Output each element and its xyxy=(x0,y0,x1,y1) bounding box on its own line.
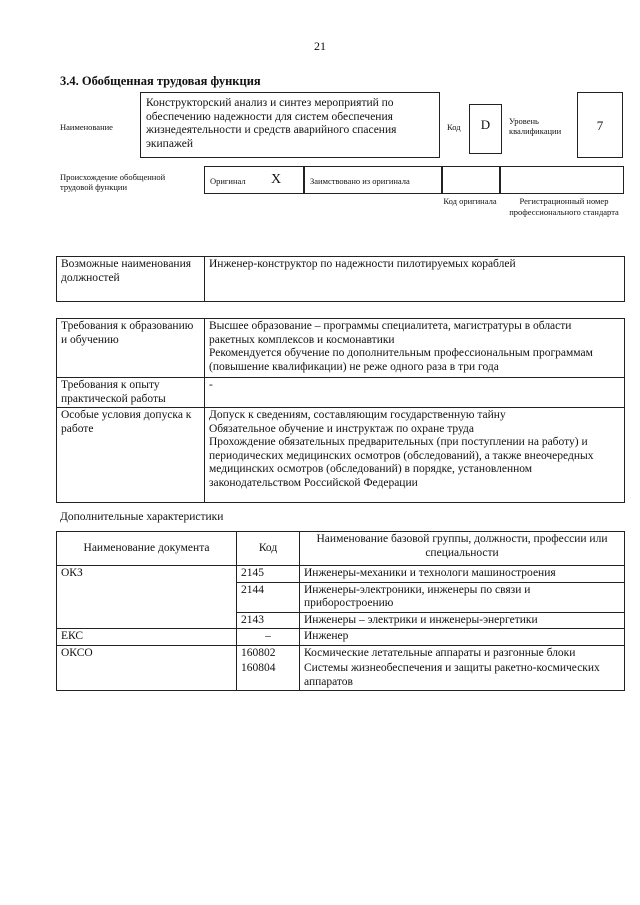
positions-table xyxy=(56,256,625,302)
row-doc: ОКЗ xyxy=(57,566,237,583)
row-name: Системы жизнеобеспечения и защиты ракетно-космических аппаратов xyxy=(300,661,625,691)
table-row xyxy=(57,645,625,661)
function-name-value: Конструкторский анализ и синтез мероприятий по обеспечению надежности для систем обеспечения жизнедеятельности и средств аварийного спасения экипажей xyxy=(146,97,397,150)
original-mark: X xyxy=(271,172,282,187)
special-line-2: Обязательное обучение и инструктаж по охране труда xyxy=(209,422,474,435)
education-line-1: Высшее образование – программы специалитета, магистратуры в области ракетных комплексов и космонавтики xyxy=(209,320,572,346)
row-doc xyxy=(57,582,237,612)
education-line-2: Рекомендуется обучение по дополнительным профессиональным программам (повышение квалификации) не реже одного раза в три года xyxy=(209,347,593,373)
section-heading: 3.4. Обобщенная трудовая функция xyxy=(60,74,261,88)
original-label: Оригинал xyxy=(210,176,246,186)
header-name: Наименование базовой группы, должности, профессии или специальности xyxy=(300,532,625,566)
code-box xyxy=(469,104,502,154)
row-name: Инженеры – электрики и инженеры-энергетики xyxy=(300,612,625,629)
row-code: 2144 xyxy=(237,582,300,612)
education-label: Требования к образованию и обучению xyxy=(57,319,205,378)
table-row xyxy=(57,582,625,612)
level-label: Уровень квалификации xyxy=(509,116,562,136)
row-code: 2143 xyxy=(237,612,300,629)
row-code: 2145 xyxy=(237,566,300,583)
special-line-1: Допуск к сведениям, составляющим государственную тайну xyxy=(209,409,506,421)
level-box xyxy=(577,92,623,158)
row-name: Инженеры-электроники, инженеры по связи и приборостроению xyxy=(300,582,625,612)
table-row xyxy=(57,661,625,691)
table-row xyxy=(57,629,625,646)
row-doc xyxy=(57,612,237,629)
borrowed-cell xyxy=(304,166,442,194)
special-conditions-value xyxy=(205,408,625,503)
experience-label: Требования к опыту практической работы xyxy=(57,378,205,408)
row-name: Космические летательные аппараты и разгонные блоки xyxy=(300,645,625,661)
table-row xyxy=(57,612,625,629)
special-conditions-label: Особые условия допуска к работе xyxy=(57,408,205,503)
row-doc xyxy=(57,661,237,691)
additional-table xyxy=(56,531,625,691)
original-cell xyxy=(204,166,304,194)
education-value xyxy=(205,319,625,378)
borrowed-label: Заимствовано из оригинала xyxy=(310,176,410,186)
row-code: 160804 xyxy=(237,661,300,691)
experience-value: - xyxy=(205,378,625,408)
additional-title: Дополнительные характеристики xyxy=(60,511,224,523)
positions-value: Инженер-конструктор по надежности пилотируемых кораблей xyxy=(205,257,625,302)
level-value: 7 xyxy=(596,118,604,133)
function-name-box xyxy=(140,92,440,158)
code-label: Код xyxy=(447,122,461,132)
row-code: – xyxy=(237,629,300,646)
row-doc: ЕКС xyxy=(57,629,237,646)
row-doc: ОКСО xyxy=(57,645,237,661)
code-value: D xyxy=(480,117,491,132)
original-code-caption: Код оригинала xyxy=(443,196,497,206)
original-code-cell xyxy=(442,166,500,194)
positions-label: Возможные наименования должностей xyxy=(57,257,205,302)
reg-number-cell xyxy=(500,166,624,194)
special-line-3: Прохождение обязательных предварительных (при поступлении на работу) и периодических медицинских осмотров (обследований), а также внеочередных медицинских осмотров (обследований) в порядке, установленном законодательством Российской Федерации xyxy=(209,436,594,489)
row-code: 160802 xyxy=(237,645,300,661)
header-code: Код xyxy=(237,532,300,566)
row-name: Инженеры-механики и технологи машиностроения xyxy=(300,566,625,583)
header-document: Наименование документа xyxy=(57,532,237,566)
table-row xyxy=(57,566,625,583)
row-name: Инженер xyxy=(300,629,625,646)
origin-label: Происхождение обобщенной трудовой функции xyxy=(60,172,166,192)
name-label: Наименование xyxy=(60,122,113,132)
requirements-table xyxy=(56,318,625,503)
page-number: 21 xyxy=(314,39,326,53)
reg-number-caption: Регистрационный номер профессионального стандарта xyxy=(509,196,619,217)
